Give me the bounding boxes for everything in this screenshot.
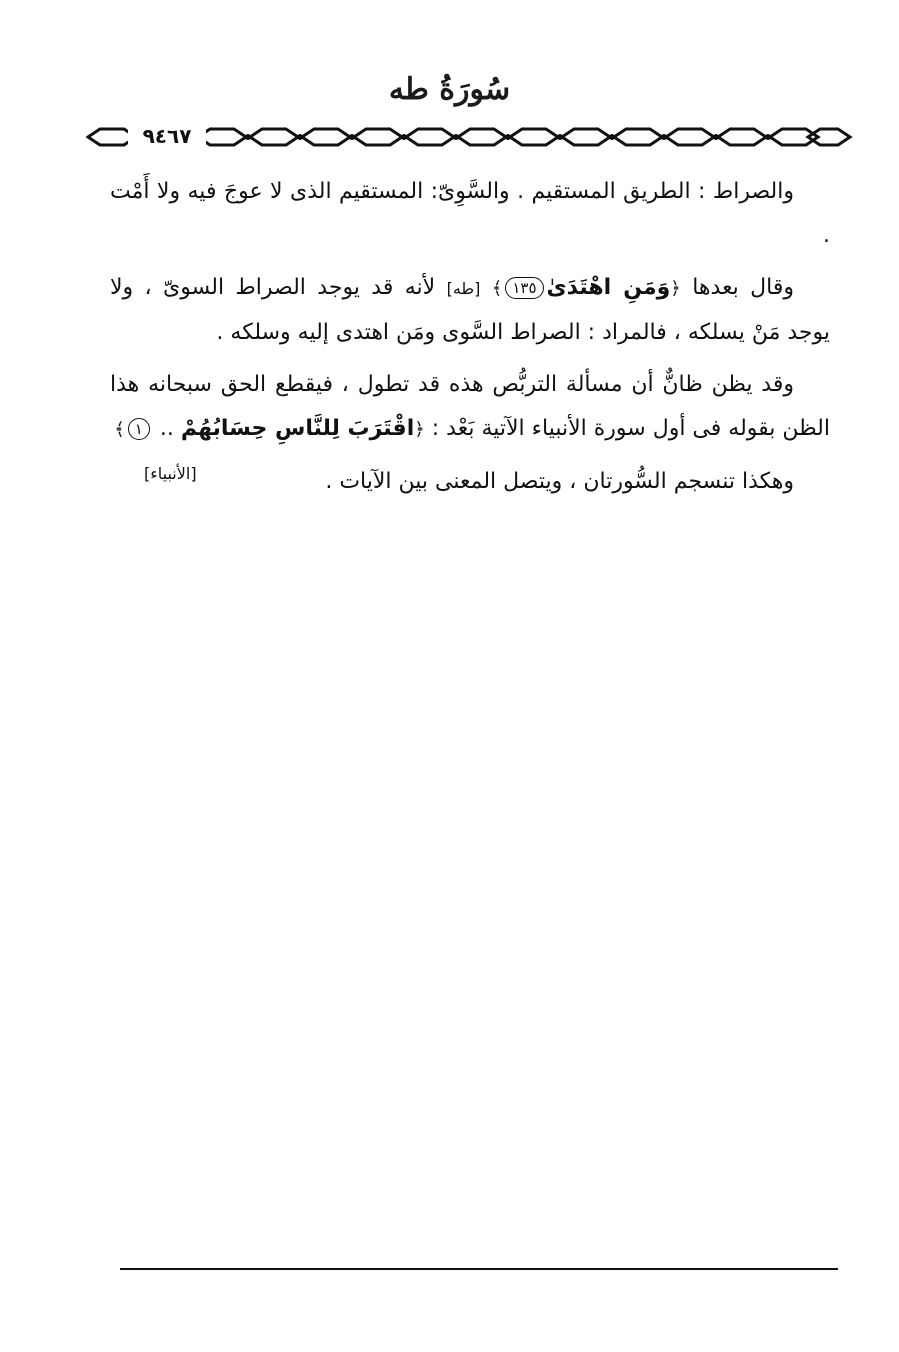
quran-close-bracket: ﴾ [491,278,503,299]
quran-open-bracket: ﴿ [414,419,425,440]
ellipsis-dots: .. [152,416,181,441]
paragraph-2 [110,266,830,355]
paragraph-4 [110,460,830,504]
paragraph-text: وقد يظن ظانٌّ أن مسألة التربُّص هذه قد تطول ، فيقطع الحق سبحانه هذا الظن بقوله فى أول سورة الأنبياء الآتية بَعْد : [110,372,830,441]
quran-close-bracket: ﴾ [114,419,125,440]
paragraph-text: وقال بعدها [680,275,795,300]
footer-rule [120,1268,838,1270]
quran-verse: وَمَنِ اهْتَدَىٰ [546,275,671,300]
ayah-number: ١ [128,418,150,440]
commentary-body [110,170,830,512]
paragraph-text: لأنه قد يوجد الصراط السوىّ ، ولا يوجد مَنْ يسلكه ، فالمراد : الصراط السَّوى ومَن اهتدى إليه وسلكه . [110,275,830,345]
surah-title: سُورَةُ طه [388,72,511,107]
surah-reference: [طه] [446,279,481,298]
ayah-number: ١٣٥ [505,277,543,299]
page-number: ٩٤٦٧ [128,124,206,148]
quran-verse: اقْتَرَبَ لِلنَّاسِ حِسَابُهُمْ [180,416,415,441]
surah-reference: [الأنبياء] [144,464,197,483]
paragraph-1 [110,170,830,258]
paragraph-text: والصراط : الطريق المستقيم . والسَّوِىّ: المستقيم الذى لا عوجَ فيه ولا أَمْت . [110,179,830,248]
paragraph-text: وهكذا تنسجم السُّورتان ، ويتصل المعنى بين الآيات . [325,469,794,494]
quran-open-bracket: ﴿ [670,278,681,299]
